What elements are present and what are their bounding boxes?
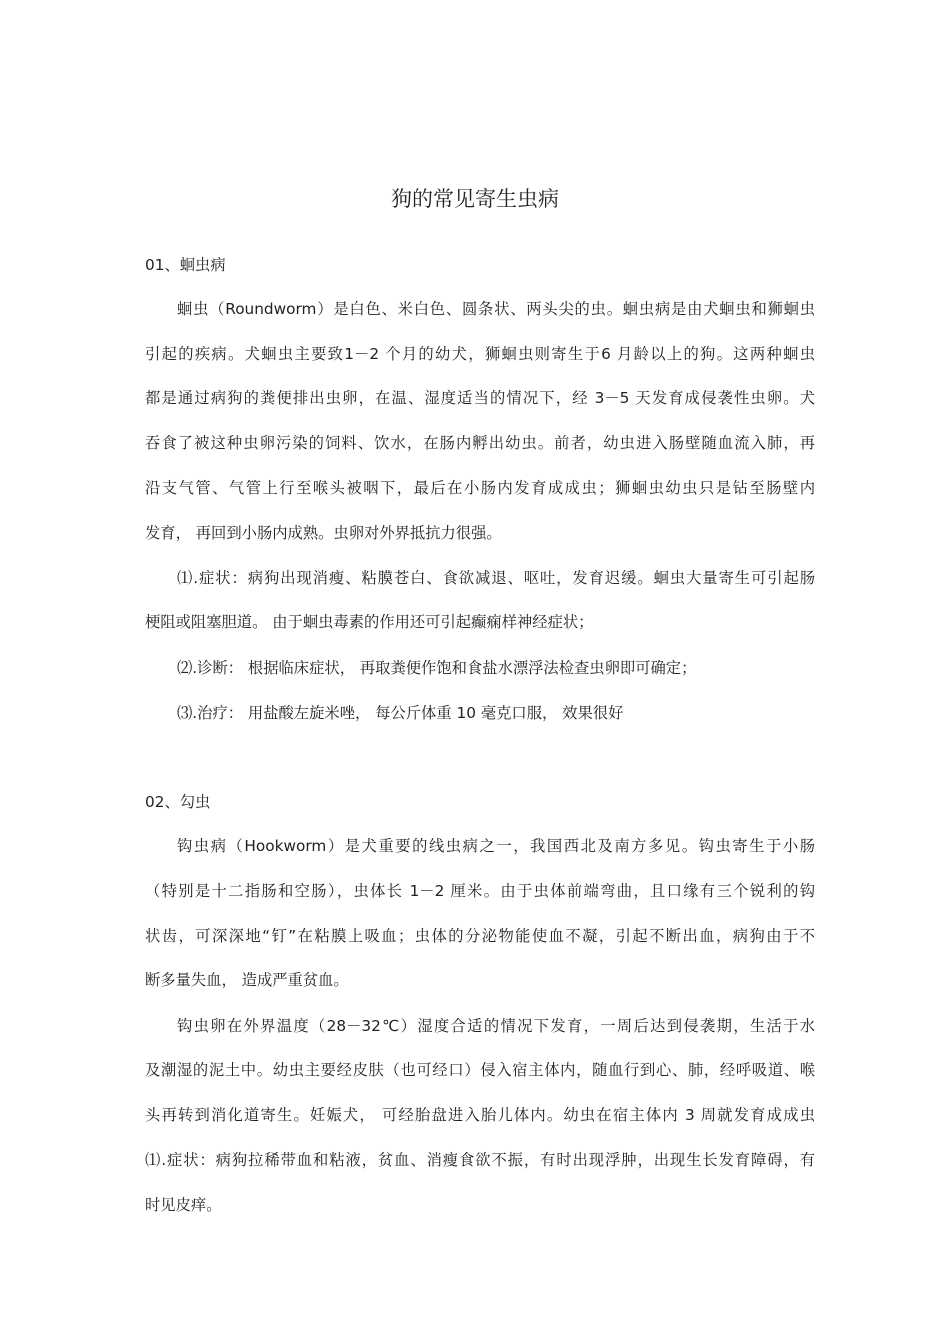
section-heading-hookworm: 02、勾虫 bbox=[145, 793, 211, 811]
treatment-line: ⑶.治疗： 用盐酸左旋米唑， 每公斤体重 10 毫克口服， 效果很好 bbox=[177, 704, 624, 722]
paragraph-line: 沿支气管、气管上行至喉头被咽下，最后在小肠内发育成成虫；狮蛔虫幼虫只是钻至肠壁内 bbox=[145, 479, 815, 497]
paragraph-line: 头再转到消化道寄生。妊娠犬， 可经胎盘进入胎儿体内。幼虫在宿主体内 3 周就发育成成虫 bbox=[145, 1106, 815, 1124]
paragraph-line: 断多量失血， 造成严重贫血。 bbox=[145, 971, 349, 989]
paragraph-line: 引起的疾病。犬蛔虫主要致1－2 个月的幼犬，狮蛔虫则寄生于6 月龄以上的狗。这两种蛔虫 bbox=[145, 345, 815, 363]
paragraph-line: 钩虫卵在外界温度（28－32℃）湿度合适的情况下发育，一周后达到侵袭期，生活于水 bbox=[177, 1017, 815, 1035]
diagnosis-line: ⑵.诊断： 根据临床症状， 再取粪便作饱和食盐水漂浮法检查虫卵即可确定； bbox=[177, 659, 697, 677]
paragraph-line: 蛔虫（Roundworm）是白色、米白色、圆条状、两头尖的虫。蛔虫病是由犬蛔虫和狮蛔虫 bbox=[177, 300, 815, 318]
paragraph-line: 发育， 再回到小肠内成熟。虫卵对外界抵抗力很强。 bbox=[145, 524, 502, 542]
paragraph-line: 及潮湿的泥土中。幼虫主要经皮肤（也可经口）侵入宿主体内，随血行到心、肺，经呼吸道、喉 bbox=[145, 1061, 815, 1079]
paragraph-line: 钩虫病（Hookworm）是犬重要的线虫病之一，我国西北及南方多见。钩虫寄生于小肠 bbox=[177, 837, 815, 855]
symptoms-line: ⑴.症状：病狗拉稀带血和粘液，贫血、消瘦食欲不振，有时出现浮肿，出现生长发育障碍，有 bbox=[145, 1151, 815, 1169]
symptoms-line: 时见皮痒。 bbox=[145, 1196, 222, 1214]
symptoms-line: ⑴.症状：病狗出现消瘦、粘膜苍白、食欲减退、呕吐，发育迟缓。蛔虫大量寄生可引起肠 bbox=[177, 569, 815, 587]
symptoms-line: 梗阻或阻塞胆道。 由于蛔虫毒素的作用还可引起癫痫样神经症状； bbox=[145, 613, 594, 631]
paragraph-line: （特别是十二指肠和空肠），虫体长 1－2 厘米。由于虫体前端弯曲，且口缘有三个锐利的钩 bbox=[145, 882, 815, 900]
paragraph-line: 状齿，可深深地“钉”在粘膜上吸血；虫体的分泌物能使血不凝，引起不断出血，病狗由于不 bbox=[145, 927, 815, 945]
paragraph-line: 吞食了被这种虫卵污染的饲料、饮水，在肠内孵出幼虫。前者，幼虫进入肠壁随血流入肺，再 bbox=[145, 434, 815, 452]
page-title: 狗的常见寄生虫病 bbox=[391, 187, 559, 211]
paragraph-line: 都是通过病狗的粪便排出虫卵，在温、湿度适当的情况下，经 3－5 天发育成侵袭性虫卵。犬 bbox=[145, 389, 815, 407]
section-heading-roundworm: 01、蛔虫病 bbox=[145, 256, 226, 274]
